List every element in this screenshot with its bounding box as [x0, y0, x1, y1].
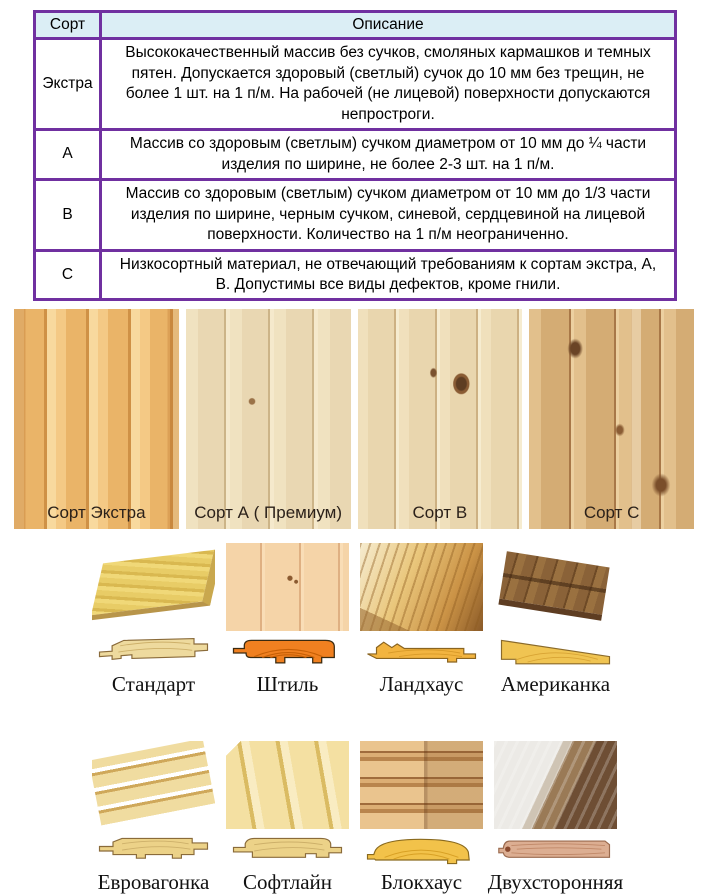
profile-photo-amerikanka — [494, 543, 617, 631]
grade-cell: Экстра — [35, 39, 101, 130]
table-header-row — [35, 12, 676, 39]
profile-cross-section-shtil-icon — [226, 635, 349, 671]
wood-boards-graphic — [92, 741, 215, 825]
profile-label: Двухсторонняя — [487, 870, 624, 895]
profile-item-standart — [92, 543, 215, 697]
sample-panel-a — [186, 309, 351, 529]
table-row-extra — [35, 39, 676, 130]
profile-cross-section-softline-icon — [226, 833, 349, 869]
wood-samples-strip — [14, 309, 694, 529]
sample-panel-b — [358, 309, 523, 529]
profile-photo-blockhouse — [360, 741, 483, 829]
profile-label: Ландхаус — [379, 672, 464, 697]
profile-item-amerikanka — [494, 543, 617, 697]
profile-item-softline — [226, 741, 349, 895]
sample-panel-extra — [14, 309, 179, 529]
profile-photo-evrovagonka — [92, 741, 215, 829]
grade-cell: С — [35, 250, 101, 300]
profile-cross-section-blockhouse-icon — [360, 833, 483, 869]
description-cell: Массив со здоровым (светлым) сучком диаметром от 10 мм до 1/3 части изделия по ширине, черным сучком, синевой, сердцевиной на лицевой поверхности. Количество на 1 п/м неограниченно. — [101, 180, 676, 250]
profile-cross-section-landhaus-icon — [360, 635, 483, 671]
profile-item-dvuhstoronnyaya — [487, 741, 624, 895]
description-cell: Низкосортный материал, не отвечающий требованиям к сортам экстра, А, В. Допустимы все виды дефектов, кроме гнили. — [101, 250, 676, 300]
profile-cross-section-dvuhstoronnyaya-icon — [494, 833, 617, 869]
description-cell: Массив со здоровым (светлым) сучком диаметром от 10 мм до ¼ части изделия по ширине, не более 2-3 шт. на 1 п/м. — [101, 130, 676, 180]
profile-photo-standart — [92, 543, 215, 631]
profile-label: Софтлайн — [242, 870, 333, 895]
profile-photo-dvuhstoronnyaya — [494, 741, 617, 829]
sample-panel-c — [529, 309, 694, 529]
sample-label: Сорт В — [412, 503, 468, 523]
grades-table — [33, 10, 677, 301]
profile-item-blockhouse — [360, 741, 483, 895]
profile-cross-section-amerikanka-icon — [494, 635, 617, 671]
grade-cell: А — [35, 130, 101, 180]
knot-graphic — [505, 847, 510, 852]
sample-label: Сорт А ( Премиум) — [194, 503, 342, 523]
wood-boards-graphic — [498, 552, 609, 622]
profile-item-evrovagonka — [92, 741, 215, 895]
profile-photo-softline — [226, 741, 349, 829]
profile-cross-section-standart-icon — [92, 635, 215, 671]
header-description: Описание — [101, 12, 676, 39]
profile-label: Стандарт — [111, 672, 196, 697]
profile-photo-landhaus — [360, 543, 483, 631]
table-row-b — [35, 180, 676, 250]
profiles-grid — [0, 543, 709, 895]
profile-photo-shtil — [226, 543, 349, 631]
description-cell: Высококачественный массив без сучков, смоляных кармашков и темных пятен. Допускается здоровый (светлый) сучок до 10 мм без трещин, не более 1 шт. на 1 п/м. На рабочей (не лицевой) поверхности допускаются непростроги. — [101, 39, 676, 130]
table-row-c — [35, 250, 676, 300]
profile-item-shtil — [226, 543, 349, 697]
profile-cross-section-evrovagonka-icon — [92, 833, 215, 869]
profile-label: Штиль — [256, 672, 319, 697]
sample-label: Сорт С — [583, 503, 640, 523]
table-row-a — [35, 130, 676, 180]
profile-item-landhaus — [360, 543, 483, 697]
sample-label: Сорт Экстра — [47, 503, 146, 523]
wood-boards-graphic — [92, 549, 215, 621]
profile-label: Американка — [500, 672, 611, 697]
profile-label: Блокхаус — [380, 870, 463, 895]
profile-label: Евровагонка — [97, 870, 210, 895]
header-grade: Сорт — [35, 12, 101, 39]
grade-cell: В — [35, 180, 101, 250]
